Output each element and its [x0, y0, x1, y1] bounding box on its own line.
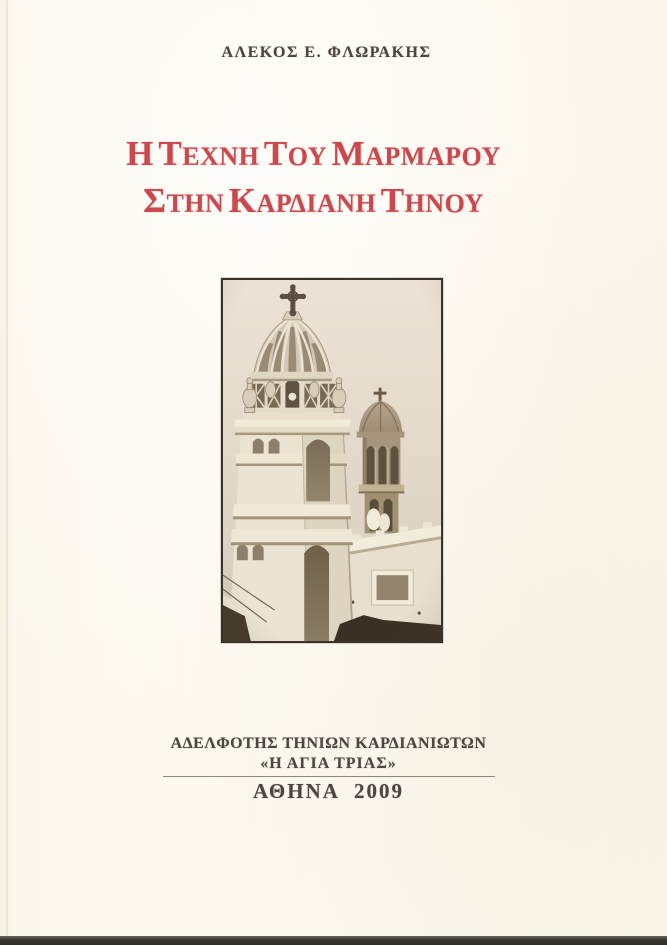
- book-title: [0, 134, 627, 228]
- title-line-1: Η ΤΕΧΝΗ ΤΟΥ ΜΑΡΜΑΡΟΥ: [126, 134, 501, 173]
- divider-rule: [163, 776, 495, 777]
- publisher-block: [0, 733, 657, 804]
- title-line-2: ΣΤΗΝ ΚΑΡΔΙΑΝΗ ΤΗΝΟΥ: [143, 181, 484, 220]
- author-name: ΑΛΕΚΟΣ Ε. ΦΛΩΡΑΚΗΣ: [221, 44, 432, 61]
- scan-edge-strip: [0, 936, 667, 945]
- publisher-subtitle: «Η ΑΓΙΑ ΤΡΙΑΣ»: [260, 755, 397, 772]
- publisher-name: ΑΔΕΛΦΟΤΗΣ ΤΗΝΙΩΝ ΚΑΡΔΙΑΝΙΩΤΩΝ: [170, 735, 487, 752]
- photo-vignette: [223, 280, 441, 641]
- imprint-line: ΑΘΗΝΑ 2009: [252, 779, 405, 803]
- bell-tower-illustration: [223, 280, 441, 641]
- cover-photo-bell-tower: [221, 278, 443, 643]
